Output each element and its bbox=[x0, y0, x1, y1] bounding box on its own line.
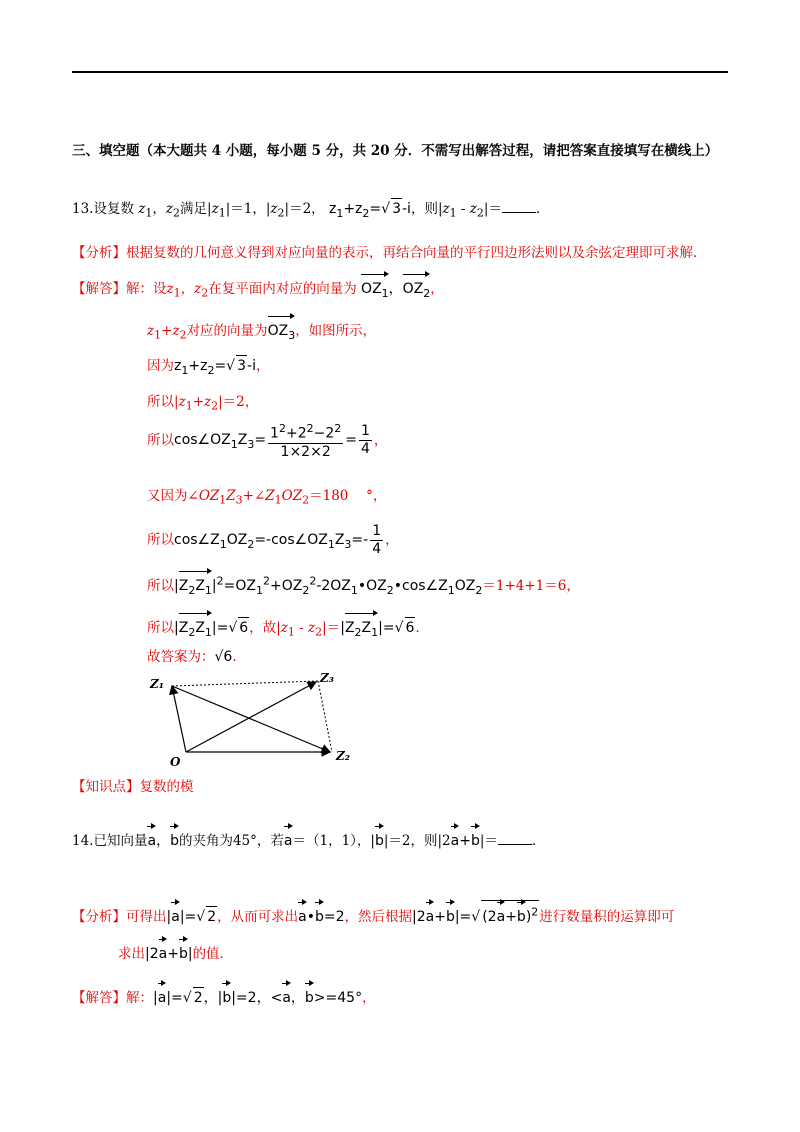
q13-text-e: ，则| bbox=[410, 201, 443, 217]
q13-text-d: |＝2， bbox=[284, 201, 325, 217]
q13-text-a: 设复数 bbox=[93, 201, 134, 217]
label-z2: Z₂ bbox=[336, 749, 351, 763]
top-rule bbox=[72, 71, 728, 73]
analysis-label: 【分析】 bbox=[72, 245, 126, 261]
q14-analysis-line-1: 【分析】可得出|a|=√ 2，从而可求出a•b=2，然后根据|2a+b|=√ $(2a+b)^2$进行数量积的运算即可 bbox=[72, 900, 674, 927]
q13-solution-line-4: 所以$|z_1+z_2|=2$， bbox=[147, 394, 259, 413]
q13-answer: √6 bbox=[214, 649, 233, 665]
q13-solution-line-8: 所以$|Z_2Z_1|^2=OZ_1^2+OZ_2^2-2OZ_1•OZ_2•\cos\angle Z_1OZ_2=1+4+1=6$， bbox=[147, 570, 580, 601]
knowledge-text: 复数的模 bbox=[139, 779, 194, 795]
knowledge-label: 【知识点】 bbox=[72, 779, 140, 795]
knowledge-point bbox=[72, 777, 194, 797]
q13-solution-line-2: $z_1+z_2$对应的向量为$OZ_3$，如图所示， bbox=[147, 315, 376, 346]
question-14: 14.已知向量a，b的夹角为45°，若a＝（1，1），|b|＝2，则|2a+b|＝ ． bbox=[72, 825, 545, 851]
answer-blank bbox=[498, 830, 532, 845]
z1-z3-dashed-line bbox=[172, 681, 318, 686]
q13-solution-line-1: 【解答】解：设$z_1$，$z_2$在复平面内对应的向量为 $OZ_1$，$OZ_2$， bbox=[72, 273, 444, 304]
section-title: 三、填空题（本大题共 4 小题，每小题 5 分，共 20 分．不需写出解答过程，请把答案直接填写在横线上） bbox=[72, 143, 719, 159]
q13-equation: $z_1+z_2=√$ 3-i bbox=[329, 201, 411, 217]
vector-oz1 bbox=[172, 686, 186, 752]
q13-text-c: |＝1，| bbox=[225, 201, 271, 217]
q13-solution-line-9: 所以$|Z_2Z_1|=√$ 6，故$|z_1 - z_2|=|Z_2Z_1|=√$ 6． bbox=[147, 612, 429, 643]
z3-z2-dashed-line bbox=[318, 681, 332, 752]
q13-solution-line-7: 所以$\cos\angle Z_1OZ_2=-\cos\angle OZ_1Z_3=-$ $\frac{1}{4}$ ， bbox=[147, 522, 399, 557]
analysis-text: 根据复数的几何意义得到对应向量的表示，再结合向量的平行四边形法则以及余弦定理即可求解． bbox=[126, 245, 707, 261]
q13-text-f: |＝ bbox=[483, 201, 502, 217]
parallelogram-figure bbox=[140, 670, 370, 770]
label-z3: Z₃ bbox=[320, 671, 335, 685]
vector-oz3 bbox=[186, 682, 316, 752]
question-13: 13.设复数 $z_1$，$z_2$满足$|z_1|=1$，$|z_2|=2$， $z_1+z_2=√$ 3-i，则$|z_1 - z_2|=$ ． bbox=[72, 198, 549, 224]
q13-solution-line-6: 又因为$\angle OZ_1Z_3+\angle Z_1OZ_2=180$ °， bbox=[147, 488, 387, 507]
q13-number: 13. bbox=[72, 201, 94, 217]
label-z1: Z₁ bbox=[150, 677, 165, 691]
q13-analysis bbox=[72, 243, 707, 263]
q14-analysis-line-2: 求出|2a+b|的值． bbox=[118, 938, 233, 964]
answer-blank bbox=[502, 198, 536, 213]
q14-solution: 【解答】解：|a|=√ 2，|b|=2，<a，b>=45°， bbox=[72, 982, 376, 1008]
q13-solution-line-10: 故答案为：√6． bbox=[147, 649, 246, 665]
q13-solution-line-5: 所以$\cos\angle OZ_1Z_3=$ $\frac{1^2+2^2-2^2}{1\times 2\times 2}$ = $\frac{1}{4}$ ， bbox=[147, 422, 388, 460]
q13-text-b: 满足| bbox=[180, 201, 212, 217]
label-o: O bbox=[170, 755, 181, 769]
q13-solution-line-3: 因为$z_1+z_2=√$ 3-i， bbox=[147, 355, 269, 381]
solution-label: 【解答】 bbox=[72, 281, 126, 297]
vector-z1z2 bbox=[172, 686, 330, 752]
